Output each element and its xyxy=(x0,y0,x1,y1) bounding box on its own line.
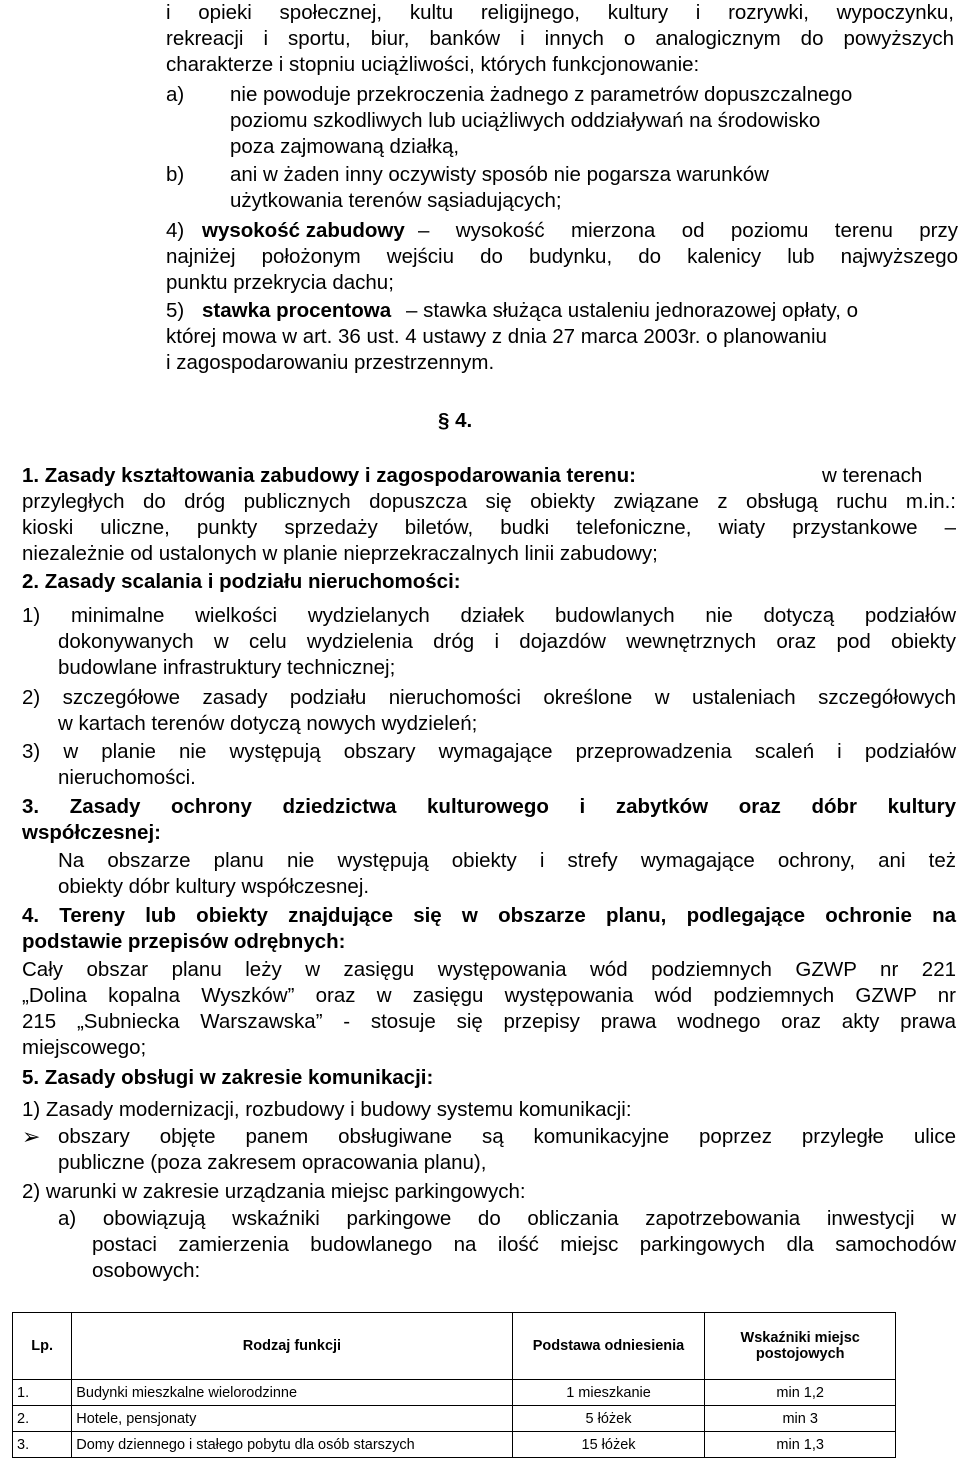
text-line: a) obowiązują wskaźniki parkingowe do obliczania zapotrzebowania inwestycji w xyxy=(58,1207,956,1230)
term-bold: stawka procentowa xyxy=(202,299,392,322)
paragraph-heading: § 4. xyxy=(438,409,473,432)
text-line: kioski uliczne, punkty sprzedaży biletów, budki telefoniczne, wiaty przystankowe – xyxy=(22,516,956,539)
text-line: „Dolina kopalna Wyszków” oraz w zasięgu występowania wód podziemnych GZWP nr xyxy=(22,984,956,1007)
text-line: 2) szczegółowe zasady podziału nieruchomości określone w ustaleniach szczegółowych xyxy=(22,686,956,709)
text-line: dokonywanych w celu wydzielenia dróg i dojazdów wewnętrznych oraz pod obiekty xyxy=(58,630,956,653)
text-line: nie powoduje przekroczenia żadnego z parametrów dopuszczalnego xyxy=(230,83,853,106)
text-line: 1) Zasady modernizacji, rozbudowy i budowy systemu komunikacji: xyxy=(22,1098,632,1121)
text-line: punktu przekrycia dachu; xyxy=(166,271,394,294)
parking-table xyxy=(12,1312,896,1458)
section-heading: 4. Tereny lub obiekty znajdujące się w obszarze planu, podlegające ochronie na xyxy=(22,904,956,927)
text-line: przyległych do dróg publicznych dopuszcza się obiekty związane z obsługą ruchu m.in.: xyxy=(22,490,956,513)
text-line: użytkowania terenów sąsiadujących; xyxy=(230,189,562,212)
text-line: postaci zamierzenia budowlanego na ilość miejsc parkingowych dla samochodów xyxy=(92,1233,956,1256)
text-line: obiekty dóbr kultury współczesnej. xyxy=(58,875,370,898)
table-row xyxy=(13,1432,896,1458)
header-podstawa: Podstawa odniesienia xyxy=(512,1313,705,1380)
text-line: rekreacji i sportu, biur, banków i innych o analogicznym do powyższych xyxy=(166,27,954,50)
text-line: charakterze i stopniu uciążliwości, których funkcjonowanie: xyxy=(166,53,700,76)
list-marker: a) xyxy=(166,83,185,106)
cell-lp: 1. xyxy=(13,1380,72,1406)
section-heading: podstawie przepisów odrębnych: xyxy=(22,930,346,953)
cell-rodzaj: Hotele, pensjonaty xyxy=(72,1406,512,1432)
cell-wskaznik: min 1,3 xyxy=(705,1432,896,1458)
cell-podstawa: 1 mieszkanie xyxy=(512,1380,705,1406)
text-line: w kartach terenów dotyczą nowych wydzieleń; xyxy=(58,712,478,735)
list-marker: 5) xyxy=(166,299,185,322)
text-line: Na obszarze planu nie występują obiekty i strefy wymagające ochrony, ani też xyxy=(58,849,956,872)
text-line: 1) minimalne wielkości wydzielanych działek budowlanych nie dotyczą podziałów xyxy=(22,604,956,627)
header-rodzaj: Rodzaj funkcji xyxy=(72,1313,512,1380)
section-heading: 1. Zasady kształtowania zabudowy i zagospodarowania terenu: xyxy=(22,464,636,487)
text-line: publiczne (poza zakresem opracowania planu), xyxy=(58,1151,487,1174)
section-heading: 2. Zasady scalania i podziału nieruchomości: xyxy=(22,570,461,593)
text-line: budowlane infrastruktury technicznej; xyxy=(58,656,396,679)
header-wskazniki: Wskaźniki miejsc postojowych xyxy=(705,1313,896,1380)
text-line: – stawka służąca ustaleniu jednorazowej opłaty, o xyxy=(406,299,859,322)
header-lp: Lp. xyxy=(13,1313,72,1380)
cell-rodzaj: Domy dziennego i stałego pobytu dla osób starszych xyxy=(72,1432,512,1458)
text-line: której mowa w art. 36 ust. 4 ustawy z dnia 27 marca 2003r. o planowaniu xyxy=(166,325,827,348)
text-line: Cały obszar planu leży w zasięgu występowania wód podziemnych GZWP nr 221 xyxy=(22,958,956,981)
text-line: niezależnie od ustalonych w planie nieprzekraczalnych linii zabudowy; xyxy=(22,542,658,565)
table-header-row xyxy=(13,1313,896,1380)
term-bold: wysokość zabudowy xyxy=(202,219,405,242)
list-marker: 4) xyxy=(166,219,185,242)
cell-podstawa: 5 łóżek xyxy=(512,1406,705,1432)
section-heading: 5. Zasady obsługi w zakresie komunikacji: xyxy=(22,1066,434,1089)
text-line: najniżej położonym wejściu do budynku, do kalenicy lub najwyższego xyxy=(166,245,958,268)
list-marker: b) xyxy=(166,163,185,186)
cell-wskaznik: min 3 xyxy=(705,1406,896,1432)
text-line: 215 „Subniecka Warszawska” - stosuje się przepisy prawa wodnego oraz akty prawa xyxy=(22,1010,956,1033)
cell-lp: 3. xyxy=(13,1432,72,1458)
cell-rodzaj: Budynki mieszkalne wielorodzinne xyxy=(72,1380,512,1406)
text-line: obszary objęte panem obsługiwane są komunikacyjne poprzez przyległe ulice xyxy=(58,1125,956,1148)
text-line: nieruchomości. xyxy=(58,766,196,789)
text-line: miejscowego; xyxy=(22,1036,147,1059)
text-line: 3) w planie nie występują obszary wymagające przeprowadzenia scaleń i podziałów xyxy=(22,740,956,763)
cell-wskaznik: min 1,2 xyxy=(705,1380,896,1406)
text-line: 2) warunki w zakresie urządzania miejsc parkingowych: xyxy=(22,1180,526,1203)
text-line: i opieki społecznej, kultu religijnego, kultury i rozrywki, wypoczynku, xyxy=(166,1,954,24)
text-line: w terenach xyxy=(822,464,923,487)
section-heading: współczesnej: xyxy=(22,821,161,844)
table-row xyxy=(13,1406,896,1432)
text-line: osobowych: xyxy=(92,1259,201,1282)
text-line: ani w żaden inny oczywisty sposób nie pogarsza warunków xyxy=(230,163,769,186)
table-row xyxy=(13,1380,896,1406)
text-line: poza zajmowaną działką, xyxy=(230,135,460,158)
text-line: poziomu szkodliwych lub uciążliwych oddziaływań na środowisko xyxy=(230,109,821,132)
cell-podstawa: 15 łóżek xyxy=(512,1432,705,1458)
text-line: – wysokość mierzona od poziomu terenu przy xyxy=(418,219,958,242)
text-line: i zagospodarowaniu przestrzennym. xyxy=(166,351,495,374)
arrow-bullet-icon: ➢ xyxy=(22,1124,41,1149)
cell-lp: 2. xyxy=(13,1406,72,1432)
section-heading: 3. Zasady ochrony dziedzictwa kulturowego i zabytków oraz dóbr kultury xyxy=(22,795,956,818)
